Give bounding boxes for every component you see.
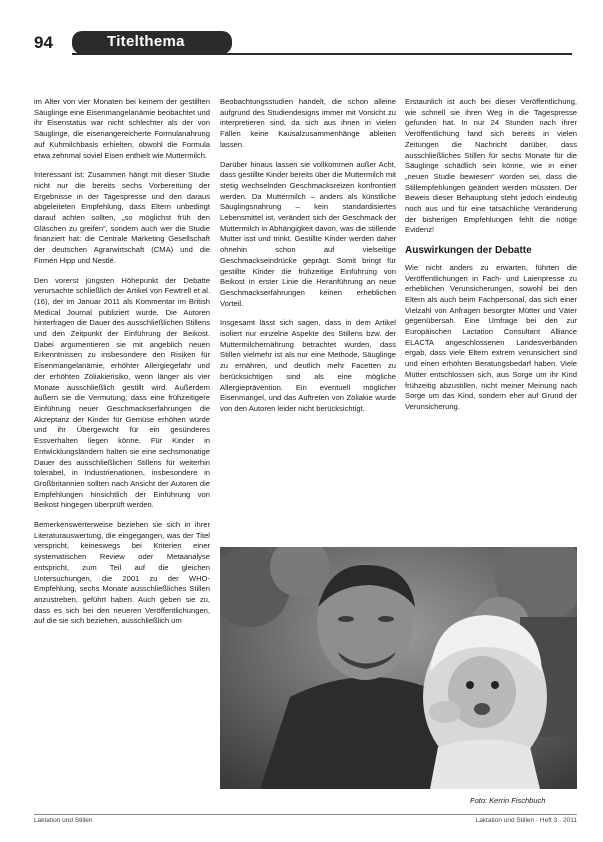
footer-journal-name: Laktation und Stillen [34,817,93,824]
section-subheading: Auswirkungen der Debatte [405,245,532,257]
text-column-3 [405,97,577,422]
paragraph: Interessant ist: Zusammen hängt mit dieser Studie nicht nur die bereits sechs Vorbereitung der Ergebnisse in der Tagespresse und den daraus abgeleiteten Empfehlung, dass Eltern unbedingt darauf achten sollten, „so möglichst früh den Gläschen zu greifen“, sondern auch wer die Studie finanziert hat: die Centrale Marketing Gesellschaft der deutschen Agrarwirtschaft (CMA) und die Firmen Hipp und Nestlé. [34,170,210,265]
father-baby-photo [220,547,577,789]
paragraph: Bemerkenswerterweise beziehen sie sich in ihrer Literaturauswertung, die eingegangen, was der Titel verspricht, keineswegs bei Kriterien einer systematischen Review oder Metaanalyse entspricht, zum Teil auf die gleichen Untersuchungen, die 2001 zu der WHO-Empfehlung, sechs Monate ausschließliches Stillen anzustreben, geführt haben. Auch geben sie zu, dass es sich bei den neueren Veröffentlichungen, auf die sie sich beziehen, ausschließlich um [34,520,210,626]
section-title: Titelthema [107,33,185,50]
paragraph: Erstaunlich ist auch bei dieser Veröffentlichung, wie schnell sie ihren Weg in die Tagespresse gefunden hat. In nur 24 Stunden nach ihrer Veröffentlichung fand sich bereits in vielen Zeitungen die Nachricht darüber, dass ausschließliches Stillen für sechs Monate für die Säuglinge schädlich sein könne, wie in einer „neuen Studie bewiesen“ worden sei, dass die Stillempfehlungen geändert werden müssten. Der Beweis dieser Behauptung steht jedoch eindeutig noch aus und für eine tatsächliche Veränderung der bisherigen Empfehlungen fehlt die nötige Evidenz! [405,97,577,235]
section-tab [72,31,232,54]
page-number: 94 [34,33,53,52]
paragraph: im Alter von vier Monaten bei keinem der gestillten Säuglinge eine Eisenmangelanämie beobachtet und ihr Eisenstatus war nicht schlechter als der von Säuglinge, die eisenangereicherte Formulanahrung auf Kuhmilchbasis erhielten, obwohl die Formula etwa zehnmal soviel Eisen enthielt wie Muttermilch. [34,97,210,160]
footer-rule [34,814,577,815]
header-rule [72,53,572,55]
text-column-1 [34,97,210,636]
photo-credit: Foto: Kerrin Fischbuch [470,796,546,805]
paragraph: Beobachtungsstudien handelt, die schon alleine aufgrund des Studiendesigns immer mit Vorsicht zu interpretieren sind, da sich aus ihnen in vielen Fällen keine Kausalzusammenhänge ableiten lassen. [220,97,396,149]
paragraph: Insgesamt lässt sich sagen, dass in dem Artikel isoliert nur einzelne Aspekte des Stillens bzw. der Muttermilchernährung betrachtet wurden, dass Stillen vielmehr ist als nur eine Methode, Säuglinge zu ernähren, und deutlich mehr Facetten zu berücksichtigen sind als eine mögliche Allergieprävention. Ein eventuell möglicher Eisenmangel, und das Auftreten von Zöliakie wurde von den Autoren leider nicht berücksichtigt. [220,318,396,413]
paragraph: Wie nicht anders zu erwarten, führten die Veröffentlichungen in Fach- und Laienpresse zu erheblichen Verunsicherungen, sowohl bei den Eltern als auch beim Fachpersonal, das sich einer Vielzahl von Anfragen besorgter Mütter und Väter gegenübersah. Eine Umfrage bei den zur Europäischen Lactation Consultant Alliance ELACTA angeschlossenen Landesverbänden ergab, dass viele Eltern extrem verunsichert sind und einen erhöhten Beratungsbedarf haben. Viele Mütter entschlossen sich, aus Sorge um ihr Kind frühzeitig abzustillen, nicht meiner Meinung nach Sorge um das Kind, sondern eher auf Grund der Verunsicherung. [405,262,577,411]
text-column-2 [220,97,396,424]
footer-issue: Laktation und Stillen · Heft 3 · 2011 [475,817,577,824]
paragraph: Darüber hinaus lassen sie vollkommen außer Acht, dass gestillte Kinder bereits über die Muttermilch mit stetig wechselnden Geschmacksreizen konfrontiert werden. Da Muttermilch – anders als künstliche Säuglingsnahrung – kein standardisiertes Lebensmittel ist, verändert sich der Geschmack der Muttermilch in Abhängigkeit davon, was die stillende Mutter isst und trinkt. Gestillte Kinder werden daher ohnehin schon auf vielseitige Geschmackseindrücke geprägt. Somit bringt für gestillte Kinder die frühzeitige Einführung von Beikost in erster Linie die Heranführung an neue Geschmackserfahrungen keinen erheblichen Vorteil. [220,159,396,308]
paragraph: Den vorerst jüngsten Höhepunkt der Debatte verursachte schließlich der Artikel von Fewtrell et al. (16), der im Januar 2011 als Kommentar im British Medical Journal publiziert wurde. Die Autoren hinterfragen die Dauer des ausschließlichen Stillens und den Zeitpunkt der Einführung der Beikost. Dabei argumentieren sie mit angeblich neuen Erkenntnissen zu insbesondere den Risiken für Eisenmangelanämie, erhöhter Allergiegefahr und der erhöhten Zöliakierisiko, wenn länger als vier Monate ausschließlich gestillt wird. Außerdem äußern sie die Vermutung, dass eine frühzeitigere Einführung neuer Geschmackserfahrungen die Akzeptanz der Kinder für Gemüse erhöhen würde und ihr Übergewicht für ein gesünderes Essverhalten liegen könne. Für Kinder in Entwicklungsländern halten sie eine sechsmonatige Dauer des ausschließlichen Stillens für weiterhin tolerabel, in Industrienationen, insbesondere in Großbritannien sollten nach Ansicht der Autoren die Empfehlungen hinsichtlich der Einführung von Beikost hingegen überprüft werden. [34,275,210,510]
